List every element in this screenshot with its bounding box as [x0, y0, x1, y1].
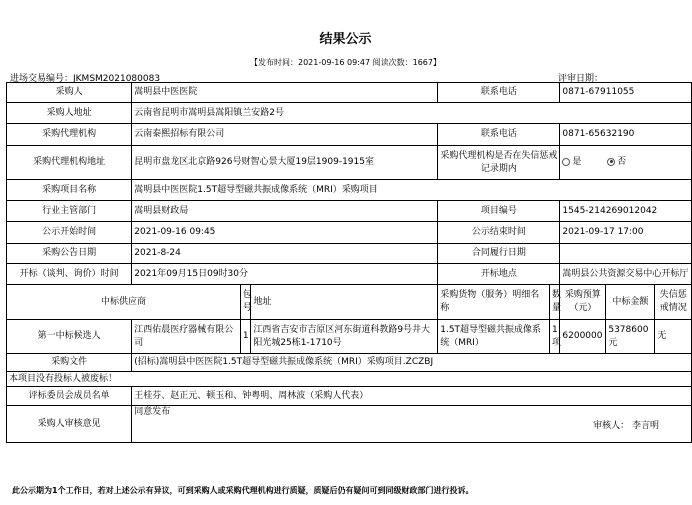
row-budget: 6200000 — [560, 320, 606, 354]
row-goods: 1.5T超导型磁共振成像系统（MRI） — [438, 320, 550, 354]
result-table — [6, 82, 692, 443]
purchaser-addr-label: 采购人地址 — [7, 103, 132, 124]
purchaser-addr-value: 云南省昆明市嵩明县嵩阳镇兰安路2号 — [132, 103, 692, 124]
review-date: 评审日期： — [558, 74, 604, 84]
purchaser-value: 嵩明县中医医院 — [132, 83, 438, 103]
project-no-value: 1545-214269012042 — [560, 201, 692, 222]
announce-value: 2021-8-24 — [132, 244, 438, 264]
agency-addr-value: 昆明市盘龙区北京路926号财智心景大厦19层1909-1915室 — [132, 146, 438, 180]
table-row — [7, 320, 692, 354]
agency-addr-label: 采购代理机构地址 — [7, 146, 132, 180]
agency-phone-label: 联系电话 — [438, 124, 560, 146]
trade-code: 进场交易编号：JKMSM2021080083 — [10, 74, 161, 84]
project-name-value: 嵩明县中医医院1.5T超导型磁共振成像系统（MRI）采购项目 — [132, 180, 692, 201]
approver: 审核人： 李言明 — [593, 421, 659, 431]
col-credit: 失信惩戒情况 — [655, 285, 692, 320]
end-value: 2021-09-17 17:00 — [560, 222, 692, 244]
dept-value: 嵩明县财政局 — [132, 201, 438, 222]
committee-value: 王桂芬、赵正元、顿玉和、钟粤明、周林波（采购人代表） — [132, 387, 692, 406]
row-credit: 无 — [655, 320, 692, 354]
radio-yes-label: 是 — [572, 157, 582, 167]
row-supplier: 江西佑晨医疗器械有限公司 — [132, 320, 241, 354]
col-goods: 采购货物（服务）明细名称 — [438, 285, 550, 320]
open-time-label: 开标（谈判、询价）时间 — [7, 264, 132, 285]
opinion-label: 采购人审核意见 — [7, 406, 132, 443]
col-amount: 中标金额 — [606, 285, 655, 320]
footer-note: 此公示期为1个工作日，若对上述公示有异议，可到采购人或采购代理机构进行质疑，质疑后仍有疑问可到同级财政部门进行投诉。 — [12, 486, 474, 495]
col-qty: 数量 — [549, 285, 559, 320]
agency-phone: 0871-65632190 — [560, 124, 692, 146]
no-challenge-notice: 本项目没有投标人被废标！ — [7, 372, 692, 387]
opinion-cell — [132, 406, 692, 443]
open-place-label: 开标地点 — [438, 264, 560, 285]
open-time-value: 2021年09月15日09时30分 — [132, 264, 438, 285]
purchaser-phone-label: 联系电话 — [438, 83, 560, 103]
start-label: 公示开始时间 — [7, 222, 132, 244]
col-supplier: 中标供应商 — [7, 285, 241, 320]
row-pack: 1 — [240, 320, 250, 354]
contract-label: 合同履行日期 — [438, 244, 560, 264]
row-address: 江西省吉安市吉原区河东街道科教路9号井大阳光城25栋1-1710号 — [251, 320, 438, 354]
dishonest-label: 采购代理机构是否在失信惩戒记录期内 — [438, 146, 560, 180]
page-title: 结果公示 — [319, 32, 372, 47]
col-budget: 采购预算（元） — [560, 285, 606, 320]
dept-label: 行业主管部门 — [7, 201, 132, 222]
announce-label: 采购公告日期 — [7, 244, 132, 264]
agency-value: 云南泰熙招标有限公司 — [132, 124, 438, 146]
purchaser-phone: 0871-67911055 — [560, 83, 692, 103]
publish-meta: 【发布时间：2021-09-16 09:47 阅读次数：1667】 — [250, 58, 441, 67]
dishonest-options — [560, 146, 692, 180]
files-label: 采购文件 — [7, 354, 132, 372]
purchaser-label: 采购人 — [7, 83, 132, 103]
project-no-label: 项目编号 — [438, 201, 560, 222]
agency-label: 采购代理机构 — [7, 124, 132, 146]
opinion-value: 同意发布 — [134, 407, 171, 417]
radio-no-label: 否 — [617, 157, 627, 167]
contract-value — [560, 244, 692, 264]
col-address: 地址 — [251, 285, 438, 320]
row-amount: 5378600元 — [606, 320, 655, 354]
open-place-value: 嵩明县公共资源交易中心开标厅 — [560, 264, 692, 285]
col-pack: 包号 — [240, 285, 250, 320]
file-link[interactable]: (招标)嵩明县中医医院1.5T超导型磁共振成像系统（MRI）采购项目.ZCZBJ — [134, 357, 434, 367]
project-name-label: 采购项目名称 — [7, 180, 132, 201]
committee-label: 评标委员会成员名单 — [7, 387, 132, 406]
start-value: 2021-09-16 09:45 — [132, 222, 438, 244]
radio-yes[interactable] — [562, 158, 570, 166]
row-qty: 1项 — [549, 320, 559, 354]
row-rank: 第一中标候选人 — [7, 320, 132, 354]
radio-no[interactable] — [607, 158, 615, 166]
end-label: 公示结束时间 — [438, 222, 560, 244]
